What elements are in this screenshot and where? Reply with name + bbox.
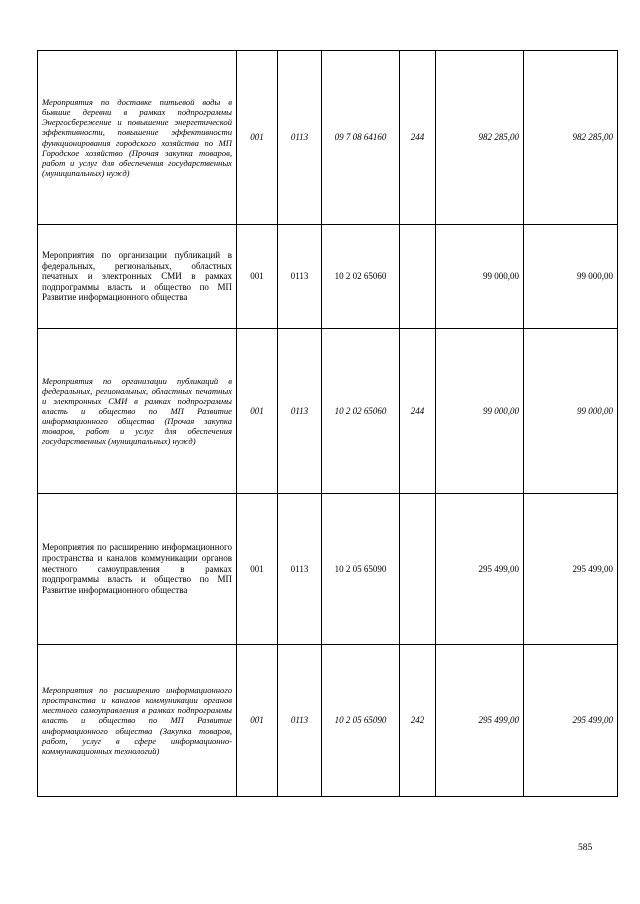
row-rz: 0113 xyxy=(278,51,322,225)
row-sum-2: 982 285,00 xyxy=(524,51,618,225)
row-vr: 244 xyxy=(400,329,436,494)
row-ved: 001 xyxy=(237,225,278,329)
row-csr: 10 2 05 65090 xyxy=(322,494,400,645)
row-name: Мероприятия по расширению информационного пространства и каналов коммуникации органов местного самоуправления в рамках подпрограммы власть и общество по МП Развитие информационного общества (Закупка товаров, работ, услуг в сфере информационно-коммуникационных технологий) xyxy=(38,645,237,797)
row-vr xyxy=(400,225,436,329)
row-vr xyxy=(400,494,436,645)
table-row xyxy=(38,494,618,645)
row-csr: 09 7 08 64160 xyxy=(322,51,400,225)
row-rz: 0113 xyxy=(278,225,322,329)
row-sum-2: 99 000,00 xyxy=(524,225,618,329)
row-sum-1: 982 285,00 xyxy=(436,51,524,225)
row-name: Мероприятия по организации публикаций в федеральных, региональных, областных печатных и электронных СМИ в рамках подпрограммы власть и общество по МП Развитие информационного общества (Прочая закупка товаров, работ и услуг для обеспечения государственных (муниципальных) нужд) xyxy=(38,329,237,494)
row-sum-1: 295 499,00 xyxy=(436,645,524,797)
row-sum-2: 99 000,00 xyxy=(524,329,618,494)
row-ved: 001 xyxy=(237,494,278,645)
row-rz: 0113 xyxy=(278,329,322,494)
table-row xyxy=(38,225,618,329)
row-name: Мероприятия по организации публикаций в федеральных, региональных, областных печатных и электронных СМИ в рамках подпрограммы власть и общество по МП Развитие информационного общества xyxy=(38,225,237,329)
row-sum-1: 99 000,00 xyxy=(436,329,524,494)
row-ved: 001 xyxy=(237,51,278,225)
budget-table xyxy=(37,50,618,797)
table-row xyxy=(38,329,618,494)
row-vr: 242 xyxy=(400,645,436,797)
row-csr: 10 2 02 65060 xyxy=(322,225,400,329)
row-ved: 001 xyxy=(237,645,278,797)
table-row xyxy=(38,51,618,225)
row-sum-2: 295 499,00 xyxy=(524,494,618,645)
row-ved: 001 xyxy=(237,329,278,494)
row-sum-2: 295 499,00 xyxy=(524,645,618,797)
row-rz: 0113 xyxy=(278,494,322,645)
row-csr: 10 2 02 65060 xyxy=(322,329,400,494)
row-csr: 10 2 05 65090 xyxy=(322,645,400,797)
row-sum-1: 295 499,00 xyxy=(436,494,524,645)
row-rz: 0113 xyxy=(278,645,322,797)
row-sum-1: 99 000,00 xyxy=(436,225,524,329)
row-name: Мероприятия по доставке питьевой воды в бывшие деревни в рамках подпрограммы Энергосбережение и повышение энергетической эффективности, повышение эффективности функционирования городского хозяйства по МП Городское хозяйство (Прочая закупка товаров, работ и услуг для обеспечения государственных (муниципальных) нужд) xyxy=(38,51,237,225)
page-number: 585 xyxy=(578,843,593,853)
row-name: Мероприятия по расширению информационного пространства и каналов коммуникации органов местного самоуправления в рамках подпрограммы власть и общество по МП Развитие информационного общества xyxy=(38,494,237,645)
table-row xyxy=(38,645,618,797)
row-vr: 244 xyxy=(400,51,436,225)
